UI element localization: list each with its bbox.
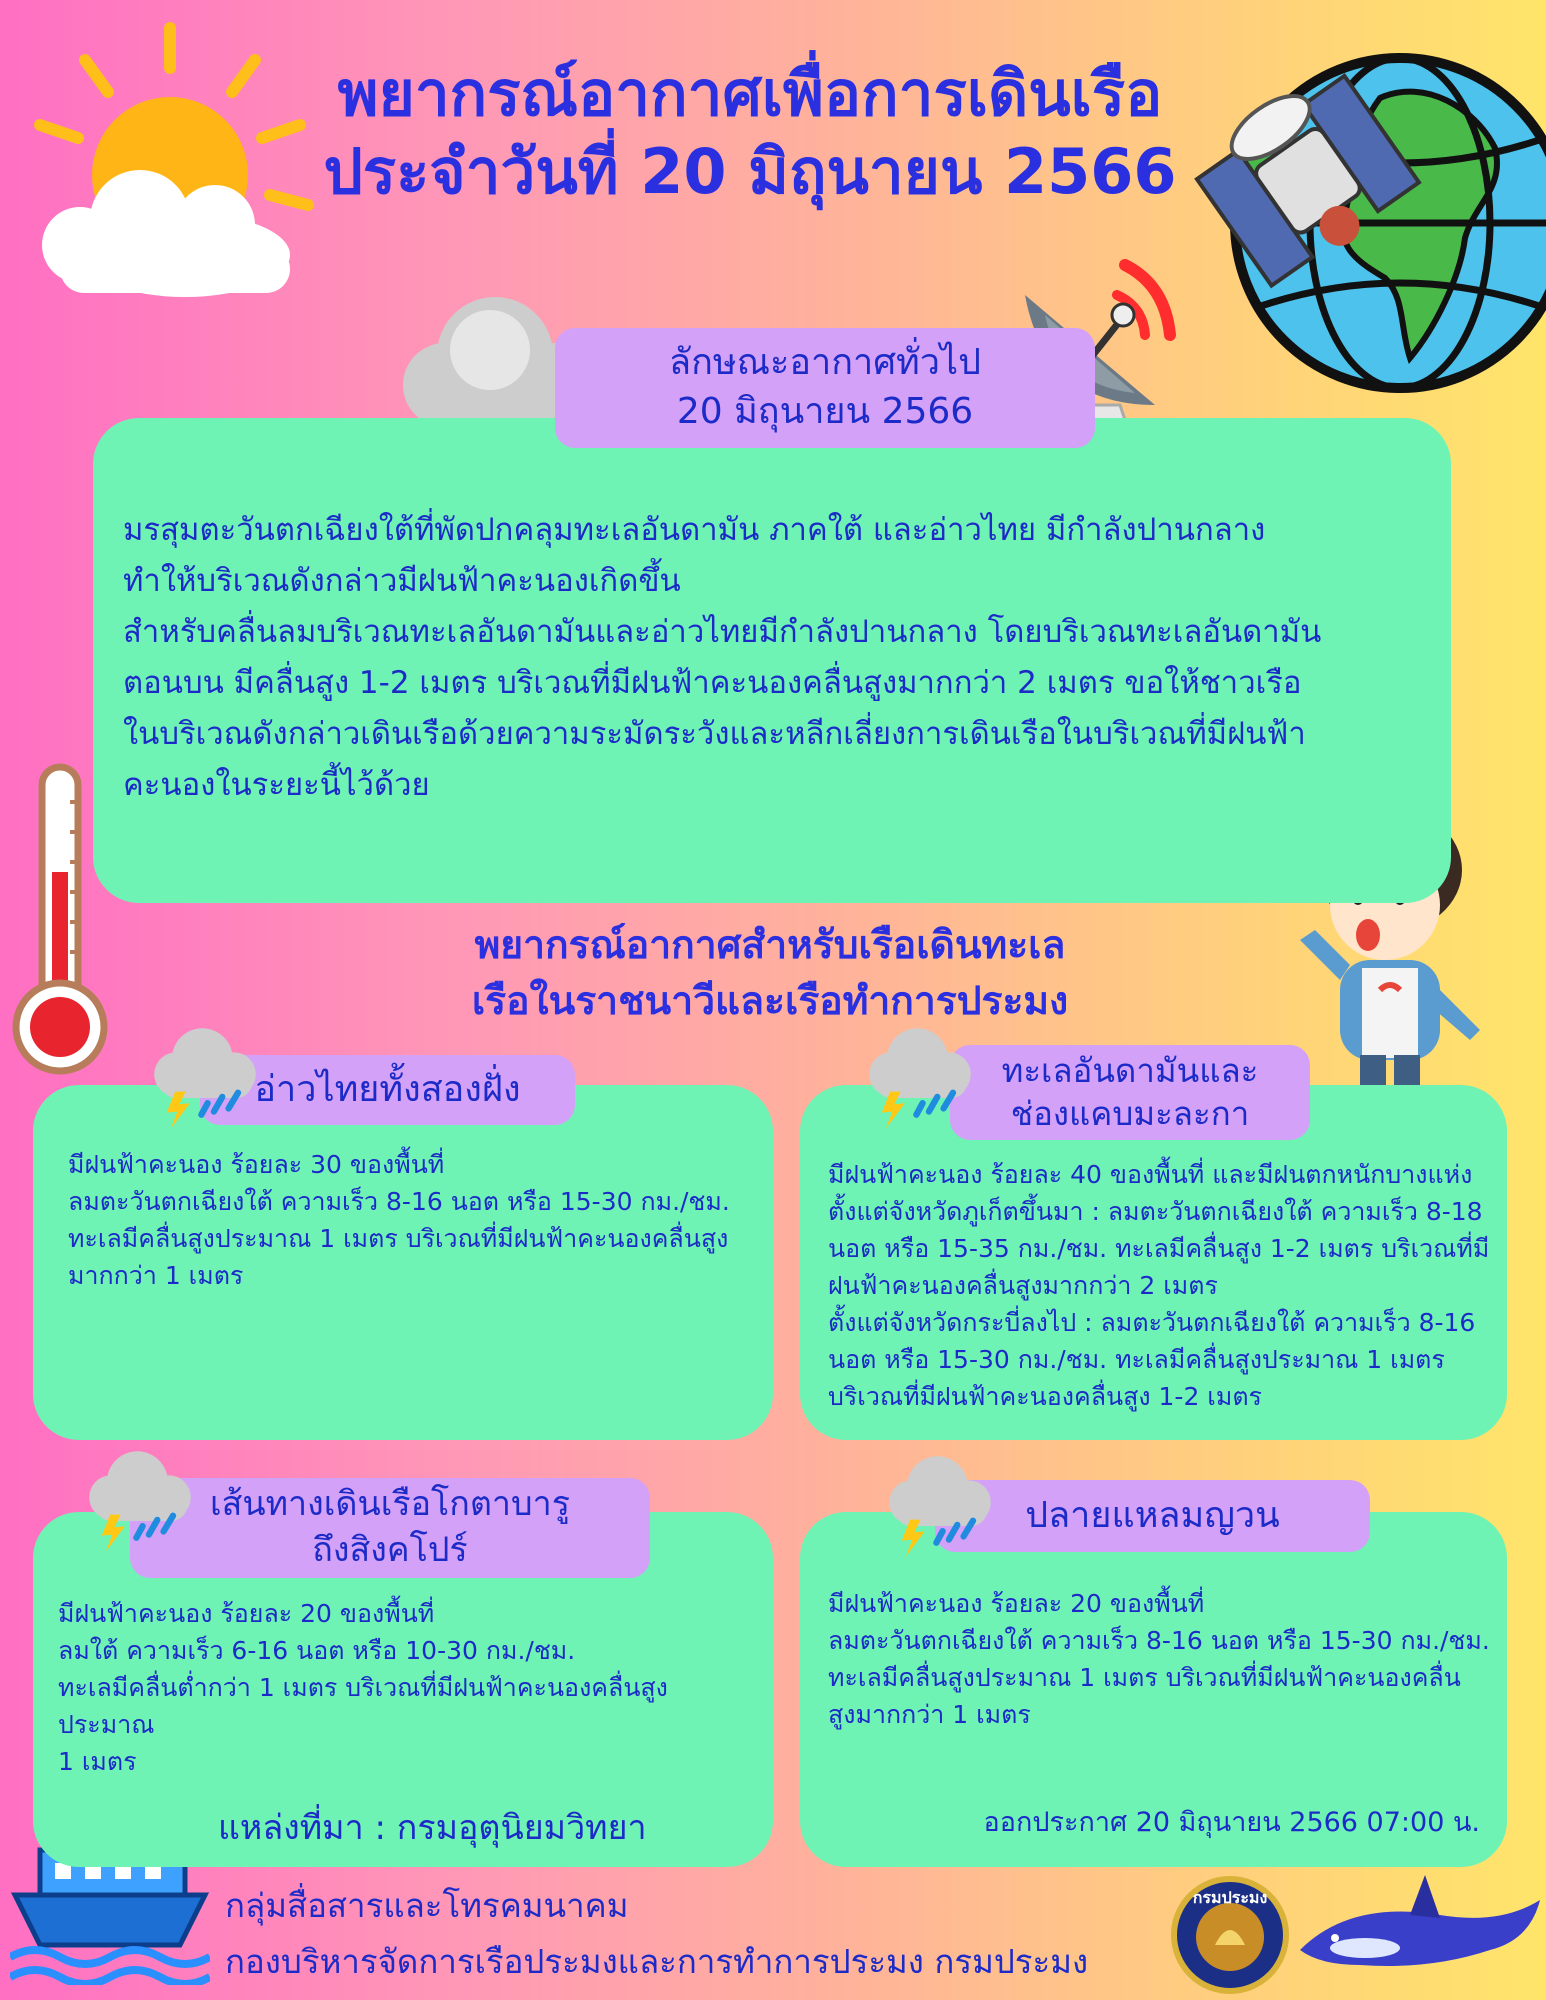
andaman-tag-line-1: ทะเลอันดามันและ [1001,1050,1259,1090]
orca-icon [1290,1870,1546,1990]
andaman-line: ฝนฟ้าคะนองคลื่นสูงมากกว่า 2 เมตร [828,1271,1218,1300]
kota-tag-line-1: เส้นทางเดินเรือโกตาบารู [210,1484,570,1525]
kota-tag-line-2: ถึงสิงคโปร์ [312,1530,468,1570]
department-of-fisheries-logo [1170,1875,1290,1995]
general-line: ในบริเวณดังกล่าวเดินเรือด้วยความระมัดระวังและหลีกเลี่ยงการเดินเรือในบริเวณที่มีฝนฟ้า [123,716,1306,752]
andaman-text [828,1156,1496,1415]
andaman-tag-line-2: ช่องแคบมะละกา [1010,1093,1250,1133]
title-line-1: พยากรณ์อากาศเพื่อการเดินเรือ [337,57,1163,130]
andaman-line: นอต หรือ 15-35 กม./ชม. ทะเลมีคลื่นสูง 1-2 เมตร บริเวณที่มี [828,1234,1490,1263]
gulf-line: มีฝนฟ้าคะนอง ร้อยละ 30 ของพื้นที่ [68,1150,445,1179]
logo-text: กรมประมง [1192,1888,1268,1907]
kota-line: 1 เมตร [58,1747,137,1776]
kota-tag [130,1478,650,1578]
kota-text [58,1595,758,1780]
gulf-line: ลมตะวันตกเฉียงใต้ ความเร็ว 8-16 นอต หรือ 15-30 กม./ชม. [68,1187,730,1216]
source-label: แหล่งที่มา : กรมอุตุนิยมวิทยา [218,1808,647,1848]
general-line: คะนองในระยะนี้ไว้ด้วย [123,767,430,803]
andaman-line: ตั้งแต่จังหวัดภูเก็ตขึ้นมา : ลมตะวันตกเฉียงใต้ ความเร็ว 8-18 [828,1197,1483,1226]
general-tag-line-1: ลักษณะอากาศทั่วไป [669,342,981,384]
thunder-cloud-icon [865,1022,975,1132]
kota-line: ทะเลมีคลื่นต่ำกว่า 1 เมตร บริเวณที่มีฝนฟ้าคะนองคลื่นสูงประมาณ [58,1673,668,1739]
page-title [250,55,1250,210]
camau-text [828,1585,1496,1733]
general-line: สำหรับคลื่นลมบริเวณทะเลอันดามันและอ่าวไทยมีกำลังปานกลาง โดยบริเวณทะเลอันดามัน [123,614,1322,650]
gulf-line: ทะเลมีคลื่นสูงประมาณ 1 เมตร บริเวณที่มีฝนฟ้าคะนองคลื่นสูง [68,1224,729,1253]
andaman-line: บริเวณที่มีฝนฟ้าคะนองคลื่นสูง 1-2 เมตร [828,1382,1262,1411]
camau-line: ลมตะวันตกเฉียงใต้ ความเร็ว 8-16 นอต หรือ 15-30 กม./ชม. [828,1626,1490,1655]
kota-line: ลมใต้ ความเร็ว 6-16 นอต หรือ 10-30 กม./ชม. [58,1636,576,1665]
camau-tag: ปลายแหลมญวน [935,1480,1370,1552]
andaman-tag [950,1045,1310,1140]
general-weather-text [123,505,1433,811]
general-line: ตอนบน มีคลื่นสูง 1-2 เมตร บริเวณที่มีฝนฟ้าคะนองคลื่นสูงมากกว่า 2 เมตร ขอให้ชาวเรือ [123,665,1302,701]
general-weather-tag [555,328,1095,448]
andaman-line: นอต หรือ 15-30 กม./ชม. ทะเลมีคลื่นสูงประมาณ 1 เมตร [828,1345,1445,1374]
general-tag-line-2: 20 มิถุนายน 2566 [676,391,974,432]
title-line-2: ประจำวันที่ 20 มิถุนายน 2566 [323,134,1177,208]
marine-forecast-subtitle [300,918,1240,1030]
kota-line: มีฝนฟ้าคะนอง ร้อยละ 20 ของพื้นที่ [58,1599,435,1628]
camau-line: ทะเลมีคลื่นสูงประมาณ 1 เมตร บริเวณที่มีฝนฟ้าคะนองคลื่น [828,1663,1461,1692]
general-line: มรสุมตะวันตกเฉียงใต้ที่พัดปกคลุมทะเลอันดามัน ภาคใต้ และอ่าวไทย มีกำลังปานกลาง [123,512,1266,548]
footer [225,1878,1088,1990]
subtitle-line-2: เรือในราชนาวีและเรือทำการประมง [471,979,1069,1024]
issued-time: ออกประกาศ 20 มิถุนายน 2566 07:00 น. [983,1807,1480,1838]
subtitle-line-1: พยากรณ์อากาศสำหรับเรือเดินทะเล [474,923,1066,968]
andaman-line: มีฝนฟ้าคะนอง ร้อยละ 40 ของพื้นที่ และมีฝนตกหนักบางแห่ง [828,1160,1473,1189]
thunder-cloud-icon [885,1450,995,1560]
footer-line-1: กลุ่มสื่อสารและโทรคมนาคม [225,1886,629,1925]
camau-line: สูงมากกว่า 1 เมตร [828,1700,1031,1729]
camau-line: มีฝนฟ้าคะนอง ร้อยละ 20 ของพื้นที่ [828,1589,1205,1618]
andaman-line: ตั้งแต่จังหวัดกระบี่ลงไป : ลมตะวันตกเฉียงใต้ ความเร็ว 8-16 [828,1308,1476,1337]
thunder-cloud-icon [85,1445,195,1555]
gulf-tag: อ่าวไทยทั้งสองฝั่ง [200,1055,575,1125]
gulf-line: มากกว่า 1 เมตร [68,1261,244,1290]
footer-line-2: กองบริหารจัดการเรือประมงและการทำการประมง กรมประมง [225,1942,1089,1981]
gulf-text [68,1146,758,1294]
general-line: ทำให้บริเวณดังกล่าวมีฝนฟ้าคะนองเกิดขึ้น [123,563,681,599]
thunder-cloud-icon [150,1022,260,1132]
